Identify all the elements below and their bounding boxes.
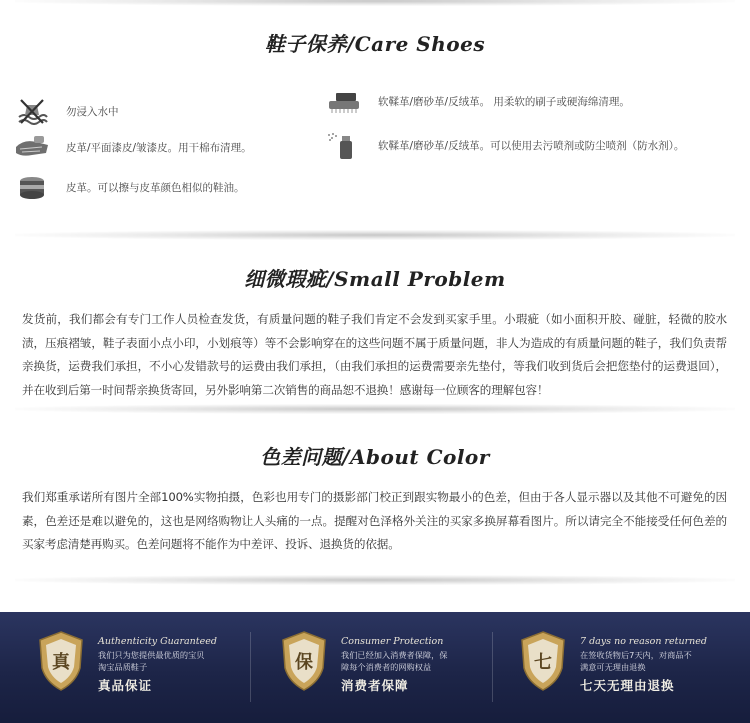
badge-desc xyxy=(580,650,707,673)
small-problem-title: 细微瑕疵/Small Problem xyxy=(244,267,506,291)
shield-icon xyxy=(279,630,329,692)
badge-desc xyxy=(98,650,217,673)
shield-glyph: 真 xyxy=(52,652,70,673)
badge-authentic xyxy=(36,630,217,694)
care-text: 皮革/平面漆皮/皱漆皮。用干棉布清理。 xyxy=(66,141,252,154)
badge-en-title: Authenticity Guaranteed xyxy=(98,636,217,647)
badge-cn-title: 七天无理由退换 xyxy=(580,678,675,693)
brush-icon xyxy=(326,86,362,116)
section-divider xyxy=(15,404,735,414)
about-color-text: 我们郑重承诺所有图片全部100%实物拍摄，色彩也用专门的摄影部门校正到跟实物最小的色差，但由于各人显示器以及其他不可避免的因素，色差还是难以避免的，这也是网络购物让人头痛的一点。提醒对色泽格外关注的买家多换屏幕看图片。所以请完全不能接受任何色差的买家考虑清楚再购买。色差问题将不能作为中差评、投诉、退换货的依据。 xyxy=(22,490,727,551)
care-item-brush xyxy=(326,86,630,116)
badge-consumer-protection xyxy=(279,630,447,694)
care-title: 鞋子保养/Care Shoes xyxy=(264,32,486,56)
badge-cn-title: 真品保证 xyxy=(98,678,153,693)
footer-separator xyxy=(492,632,493,702)
footer-separator xyxy=(250,632,251,702)
badge-desc-line: 满意可无理由退换 xyxy=(580,661,646,672)
care-item-polish xyxy=(14,172,245,202)
badge-en-title: Consumer Protection xyxy=(341,636,444,647)
care-text: 软鞣革/磨砂革/反绒革。 用柔软的刷子或硬海绵清理。 xyxy=(378,95,630,108)
care-item-spray xyxy=(326,130,684,160)
shoe-polish-icon xyxy=(14,172,50,202)
badge-desc-line: 我们已经加入消费者保障，保 xyxy=(341,650,448,660)
guarantee-footer xyxy=(0,612,750,723)
small-problem-text: 发货前，我们都会有专门工作人员检查发货，有质量问题的鞋子我们肯定不会发到买家手里。小瑕疵（如小面积开胶、碰脏，轻微的胶水渍，压痕褶皱，鞋子表面小点小印，小划痕等）等不会影响穿在的这些问题不属于质量问题，非人为造成的有质量问题的鞋子，我们负责帮亲换货，运费我们承担，不小心发错款号的运费由我们承担，（由我们承担的运费需要亲先垫付，等我们收到货后会把您垫付的运费退回），并在收到后第一时间帮亲换货寄回，另外影响第二次销售的商品恕不退换！感谢每一位顾客的理解包容！ xyxy=(22,312,727,397)
top-divider xyxy=(15,0,735,6)
section-divider xyxy=(15,230,735,240)
section-divider xyxy=(15,575,735,585)
about-color-title: 色差问题/About Color xyxy=(260,445,490,469)
care-item-no-soak xyxy=(14,96,119,126)
badge-desc-line: 我们只为您提供最优质的宝贝 xyxy=(98,650,205,660)
badge-en-title: 7 days no reason returned xyxy=(580,636,707,647)
cloth-wipe-icon xyxy=(14,132,50,162)
shield-icon xyxy=(36,630,86,692)
badge-desc-line: 在签收货物后7天内，对商品不 xyxy=(580,650,692,660)
care-text: 皮革。可以擦与皮革颜色相似的鞋油。 xyxy=(66,181,245,194)
care-text: 勿浸入水中 xyxy=(66,105,119,118)
badge-desc xyxy=(341,650,447,673)
badge-desc-line: 淘宝品质鞋子 xyxy=(98,661,148,672)
spray-can-icon xyxy=(326,130,362,160)
badge-cn-title: 消费者保障 xyxy=(341,678,409,693)
care-text: 软鞣革/磨砂革/反绒革。可以使用去污喷剂或防尘喷剂（防水剂）。 xyxy=(378,139,685,152)
badge-desc-line: 障每个消费者的网购权益 xyxy=(341,661,432,672)
shield-glyph: 保 xyxy=(295,652,313,673)
no-soak-icon xyxy=(14,96,50,126)
badge-seven-day-return xyxy=(518,630,707,694)
care-item-cloth xyxy=(14,132,252,162)
shield-glyph: 七 xyxy=(534,652,552,673)
shield-icon xyxy=(518,630,568,692)
